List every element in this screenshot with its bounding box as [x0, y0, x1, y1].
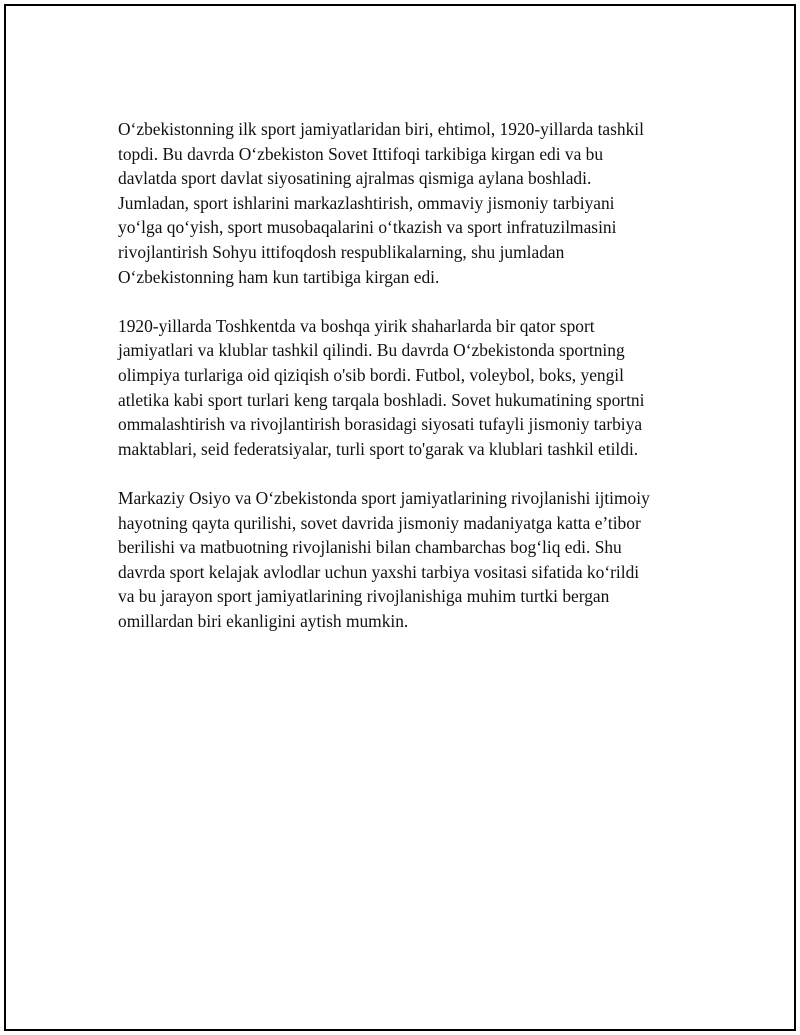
text-line: Markaziy Osiyo va O‘zbekistonda sport jamiyatlarining rivojlanishi ijtimoiy: [118, 487, 650, 508]
text-line: topdi. Bu davrda O‘zbekiston Sovet Ittifoqi tarkibiga kirgan edi va bu: [118, 143, 604, 164]
text-line: va bu jarayon sport jamiyatlarining rivojlanishiga muhim turtki bergan: [118, 586, 610, 607]
document-body: [118, 117, 678, 658]
text-line: jamiyatlari va klublar tashkil qilindi. Bu davrda O‘zbekistonda sportning: [118, 340, 625, 361]
text-line: Jumladan, sport ishlarini markazlashtirish, ommaviy jismoniy tarbiyani: [118, 192, 615, 213]
text-line: davrda sport kelajak avlodlar uchun yaxshi tarbiya vositasi sifatida ko‘rildi: [118, 561, 640, 582]
text-line: maktablari, seid federatsiyalar, turli sport to'garak va klublari tashkil etildi.: [118, 438, 639, 459]
text-line: O‘zbekistonning ilk sport jamiyatlaridan biri, ehtimol, 1920-yillarda tashkil: [118, 119, 644, 139]
text-line: 1920-yillarda Toshkentda va boshqa yirik shaharlarda bir qator sport: [118, 315, 595, 336]
paragraph-1: [118, 117, 678, 289]
text-line: O‘zbekistonning ham kun tartibiga kirgan edi.: [118, 266, 440, 287]
text-line: hayotning qayta qurilishi, sovet davrida jismoniy madaniyatga katta e’tibor: [118, 512, 641, 533]
text-line: olimpiya turlariga oid qiziqish o'sib bordi. Futbol, voleybol, boks, yengil: [118, 364, 624, 385]
text-line: rivojlantirish Sohyu ittifoqdosh respublikalarning, shu jumladan: [118, 241, 565, 262]
paragraph-2: [118, 314, 678, 462]
paragraph-3: [118, 486, 678, 634]
text-line: omillardan biri ekanligini aytish mumkin.: [118, 610, 409, 631]
text-line: davlatda sport davlat siyosatining ajralmas qismiga aylana boshladi.: [118, 168, 592, 189]
text-line: yo‘lga qo‘yish, sport musobaqalarini o‘tkazish va sport infratuzilmasini: [118, 217, 617, 238]
text-line: atletika kabi sport turlari keng tarqala boshladi. Sovet hukumatining sportni: [118, 389, 645, 410]
text-line: ommalashtirish va rivojlantirish borasidagi siyosati tufayli jismoniy tarbiya: [118, 414, 643, 435]
text-line: berilishi va matbuotning rivojlanishi bilan chambarchas bog‘liq edi. Shu: [118, 537, 622, 558]
